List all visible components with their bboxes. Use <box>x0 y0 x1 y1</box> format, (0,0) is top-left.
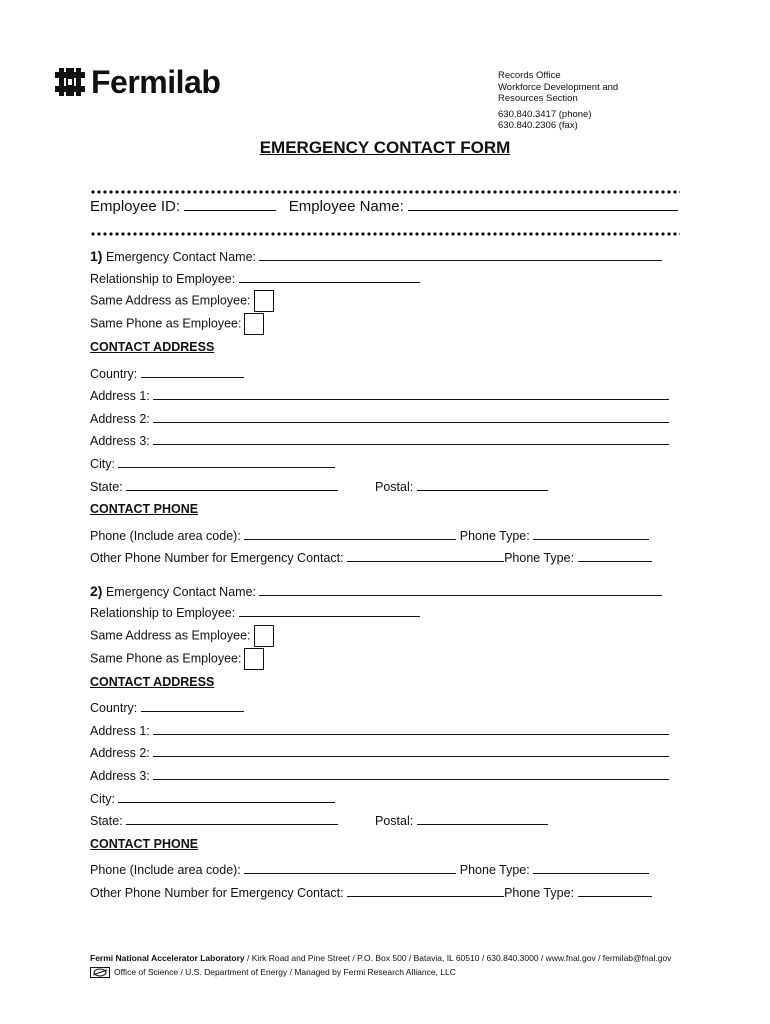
postal-label: Postal: <box>375 480 414 494</box>
other-phone-type-field[interactable] <box>578 551 652 562</box>
contact2-same-address-row <box>90 625 274 647</box>
contact2-relationship-row <box>90 606 420 620</box>
footer-lab-details: / Kirk Road and Pine Street / P.O. Box 500 / Batavia, IL 60510 / 630.840.3000 / www.fnal.gov / fermilab@fnal.gov <box>244 953 672 963</box>
same-address-label: Same Address as Employee: <box>90 293 251 308</box>
city-label: City: <box>90 792 115 806</box>
address3-field[interactable] <box>153 769 669 780</box>
contact1-country-row <box>90 367 244 381</box>
address1-label: Address 1: <box>90 389 150 403</box>
page-footer <box>90 951 671 979</box>
footer-lab-name: Fermi National Accelerator Laboratory <box>90 953 245 963</box>
city-label: City: <box>90 457 115 471</box>
office-fax: 630.840.2306 (fax) <box>498 120 578 131</box>
address3-field[interactable] <box>153 434 669 445</box>
state-label: State: <box>90 480 123 494</box>
contact-name-field[interactable] <box>259 250 662 261</box>
same-address-checkbox[interactable] <box>254 290 274 312</box>
contact-number: 2) <box>90 583 103 599</box>
contact2-same-phone-row <box>90 648 264 670</box>
country-label: Country: <box>90 367 138 381</box>
relationship-field[interactable] <box>239 272 420 283</box>
contact1-address1-row <box>90 389 669 403</box>
contact1-phone-row <box>90 529 649 543</box>
contact2-address1-row <box>90 724 669 738</box>
contact2-state-row <box>90 814 338 828</box>
relationship-label: Relationship to Employee: <box>90 606 236 620</box>
fermilab-logo <box>55 66 220 98</box>
contact1-relationship-row <box>90 272 420 286</box>
footer-line-1 <box>90 951 671 965</box>
contact-number: 1) <box>90 248 103 264</box>
same-phone-label: Same Phone as Employee: <box>90 651 242 666</box>
country-field[interactable] <box>141 367 244 378</box>
same-phone-label: Same Phone as Employee: <box>90 316 242 331</box>
relationship-label: Relationship to Employee: <box>90 272 236 286</box>
postal-field[interactable] <box>417 480 548 491</box>
address2-field[interactable] <box>153 746 669 757</box>
city-field[interactable] <box>118 792 335 803</box>
country-label: Country: <box>90 701 138 715</box>
contact2-postal-row <box>375 814 548 828</box>
employee-name-label: Employee Name: <box>288 198 404 215</box>
office-line: Resources Section <box>498 93 578 104</box>
phone-type-label: Phone Type: <box>459 863 530 877</box>
address2-field[interactable] <box>153 412 669 423</box>
contact1-address2-row <box>90 412 669 426</box>
footer-line-2 <box>90 965 671 979</box>
employee-id-field[interactable] <box>184 198 276 211</box>
contact1-city-row <box>90 457 335 471</box>
employee-id-label: Employee ID: <box>90 198 181 215</box>
contact2-other-phone-row <box>90 886 652 900</box>
other-phone-type-field[interactable] <box>578 886 652 897</box>
contact1-other-phone-row <box>90 551 652 565</box>
contact2-address3-row <box>90 769 669 783</box>
state-field[interactable] <box>126 814 338 825</box>
same-phone-checkbox[interactable] <box>244 313 264 335</box>
contact-address-heading: CONTACT ADDRESS <box>90 675 215 689</box>
phone-type-field[interactable] <box>533 863 649 874</box>
same-address-label: Same Address as Employee: <box>90 628 251 643</box>
footer-doe-text: Office of Science / U.S. Department of Energy / Managed by Fermi Research Alliance, LLC <box>114 967 456 977</box>
contact1-postal-row <box>375 480 548 494</box>
city-field[interactable] <box>118 457 335 468</box>
contact-name-label: Emergency Contact Name: <box>105 250 256 264</box>
logo-text: Fermilab <box>91 64 221 100</box>
office-phone: 630.840.3417 (phone) <box>498 108 592 120</box>
phone-field[interactable] <box>244 863 456 874</box>
employee-row <box>90 198 678 215</box>
address3-label: Address 3: <box>90 434 150 448</box>
contact2-name-row <box>90 583 662 599</box>
contact-phone-heading: CONTACT PHONE <box>90 837 199 851</box>
address3-label: Address 3: <box>90 769 150 783</box>
phone-type-label: Phone Type: <box>459 529 530 543</box>
phone-label: Phone (Include area code): <box>90 529 241 543</box>
employee-name-field[interactable] <box>408 198 678 211</box>
contact1-same-address-row <box>90 290 274 312</box>
contact1-state-row <box>90 480 338 494</box>
contact2-city-row <box>90 792 335 806</box>
other-phone-type-label: Phone Type: <box>504 551 575 565</box>
postal-field[interactable] <box>417 814 548 825</box>
other-phone-field[interactable] <box>347 886 504 897</box>
contact1-name-row <box>90 248 662 264</box>
phone-field[interactable] <box>244 529 456 540</box>
address1-field[interactable] <box>153 724 669 735</box>
fermilab-logo-icon <box>55 68 85 96</box>
contact1-address3-row <box>90 434 669 448</box>
dotted-divider <box>90 232 680 236</box>
other-phone-label: Other Phone Number for Emergency Contact: <box>90 551 344 565</box>
address1-field[interactable] <box>153 389 669 400</box>
contact-name-field[interactable] <box>259 585 662 596</box>
contact2-address2-row <box>90 746 669 760</box>
records-office-info <box>498 70 618 132</box>
state-field[interactable] <box>126 480 338 491</box>
contact2-phone-row <box>90 863 649 877</box>
contact-name-label: Emergency Contact Name: <box>105 585 256 599</box>
form-title: EMERGENCY CONTACT FORM <box>259 138 511 157</box>
contact-phone-heading: CONTACT PHONE <box>90 502 199 516</box>
other-phone-label: Other Phone Number for Emergency Contact: <box>90 886 344 900</box>
other-phone-field[interactable] <box>347 551 504 562</box>
address2-label: Address 2: <box>90 412 150 426</box>
other-phone-type-label: Phone Type: <box>504 886 575 900</box>
office-line: Workforce Development and <box>498 81 619 93</box>
address2-label: Address 2: <box>90 746 150 760</box>
contact-address-heading: CONTACT ADDRESS <box>90 340 215 354</box>
address1-label: Address 1: <box>90 724 150 738</box>
same-phone-checkbox[interactable] <box>244 648 264 670</box>
phone-type-field[interactable] <box>533 529 649 540</box>
dotted-divider <box>90 190 680 194</box>
doe-seal-icon <box>90 967 110 978</box>
office-line: Records Office <box>498 70 561 81</box>
postal-label: Postal: <box>375 814 414 828</box>
state-label: State: <box>90 814 123 828</box>
contact1-same-phone-row <box>90 313 264 335</box>
phone-label: Phone (Include area code): <box>90 863 241 877</box>
same-address-checkbox[interactable] <box>254 625 274 647</box>
contact2-country-row <box>90 701 244 715</box>
country-field[interactable] <box>141 701 244 712</box>
relationship-field[interactable] <box>239 606 420 617</box>
